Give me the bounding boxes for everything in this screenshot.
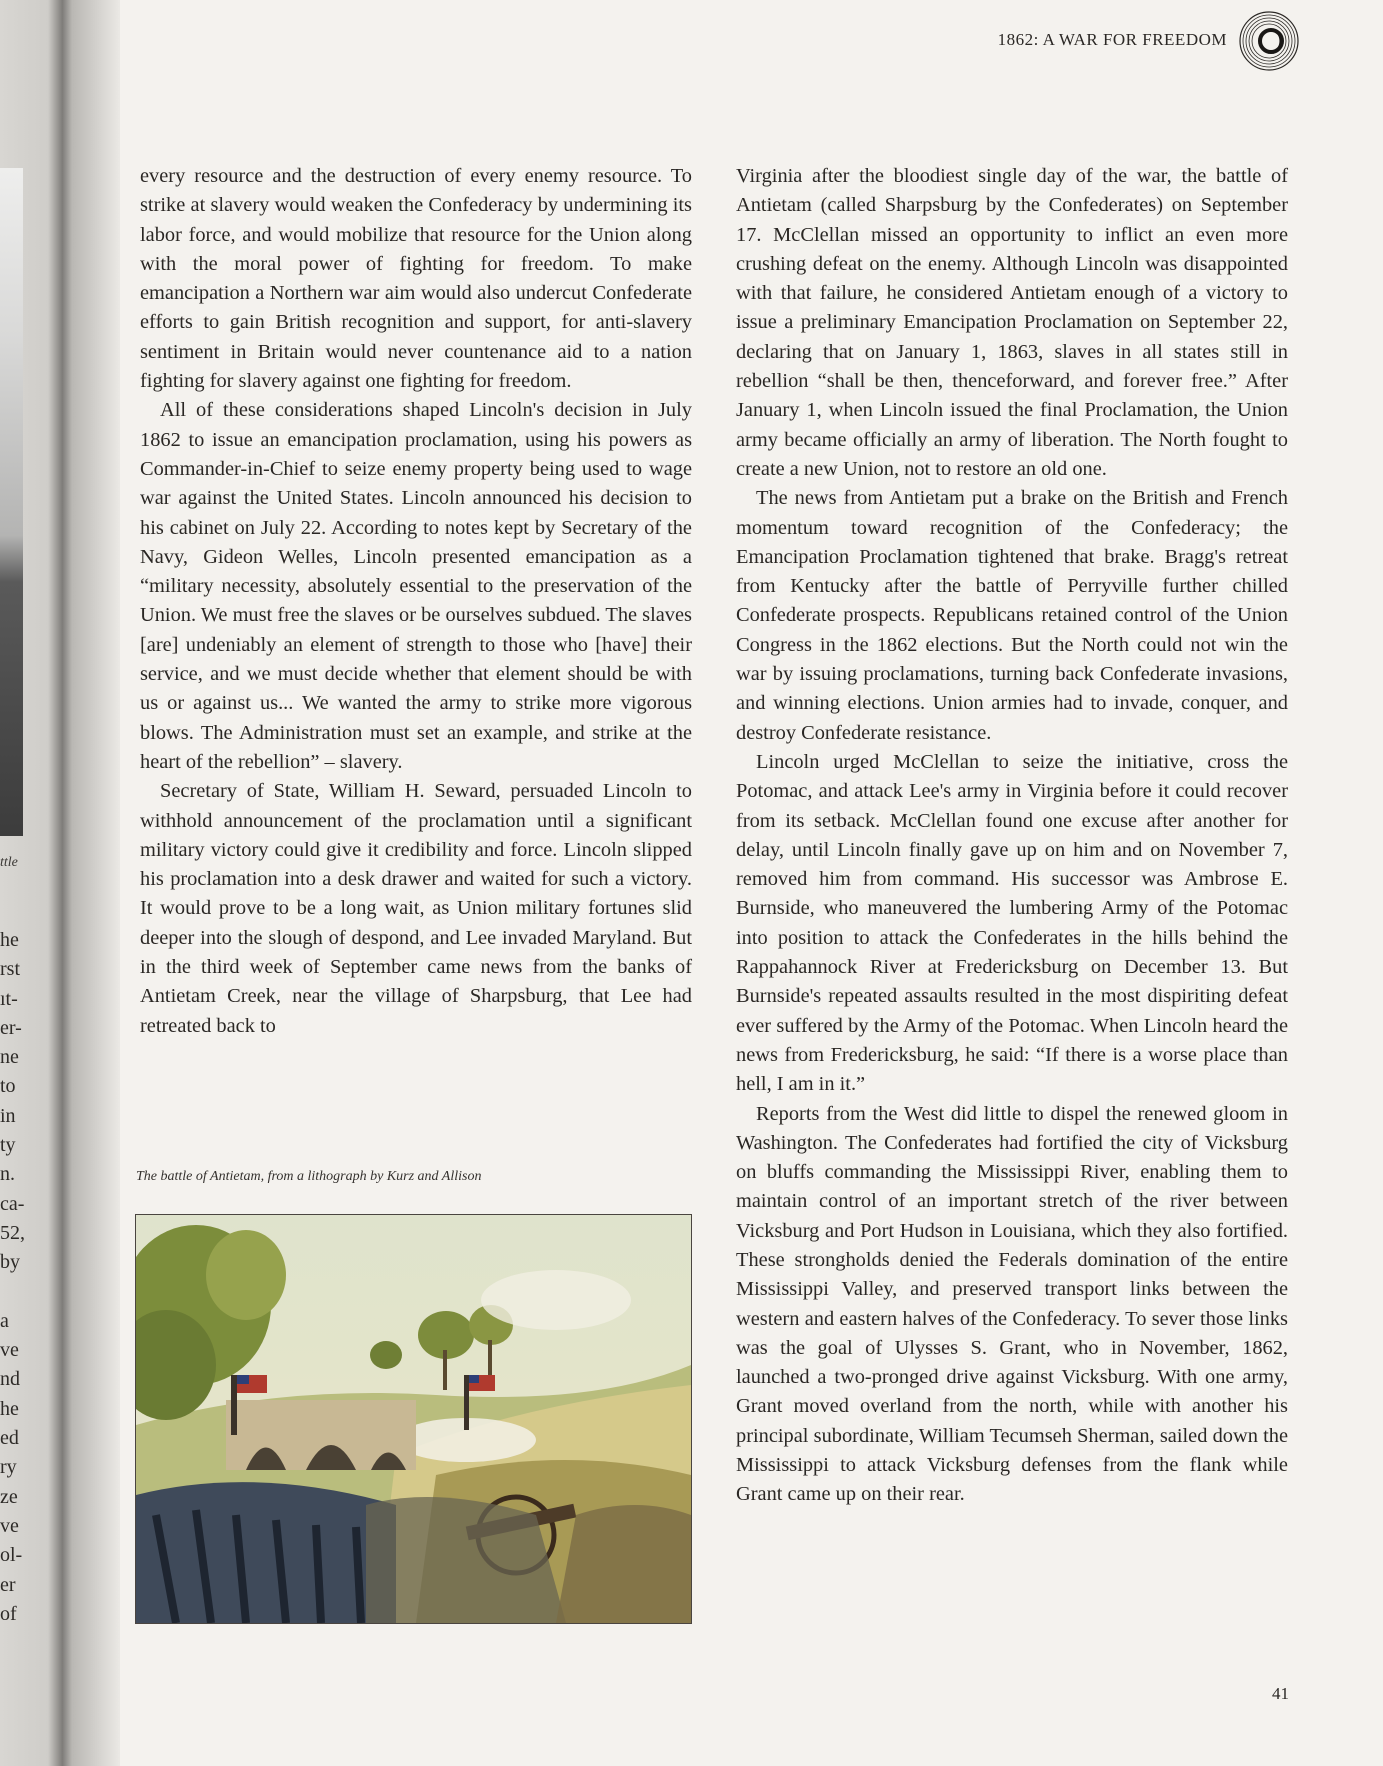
- line-fragment: to: [0, 1075, 16, 1098]
- paragraph: Secretary of State, William H. Seward, persuaded Lincoln to withhold announcement of the proclamation until a significant military victory could give it credibility and force. Lincoln slipped his proclamation into a desk drawer and waited for such a victory. It would prove to be a long wait, as Union military fortunes slid deeper into the slough of despond, and Lee invaded Maryland. But in the third week of September came news from the banks of Antietam Creek, near the village of Sharpsburg, that Lee had retreated back to: [140, 780, 692, 1037]
- left-text-column: [140, 162, 692, 1041]
- line-fragment: of: [0, 1602, 17, 1625]
- line-fragment: er: [0, 1573, 16, 1596]
- line-fragment: by: [0, 1251, 20, 1274]
- line-fragment: 52,: [0, 1221, 25, 1244]
- paragraph: Virginia after the bloodiest single day of the war, the battle of Antietam (called Sharpsburg by the Confederates) on September 17. McClellan missed an opportunity to inflict an even more crushing defeat on the enemy. Although Lincoln was disappointed with that failure, he considered Antietam enough of a victory to issue a preliminary Emancipation Proclamation on September 22, declaring that on January 1, 1863, slaves in all states still in rebellion “shall be then, thenceforward, and forever free.” After January 1, when Lincoln issued the final Proclamation, the Union army became officially an army of liberation. The North fought to create a new Union, not to restore an old one.: [736, 165, 1288, 480]
- line-fragment: ca-: [0, 1192, 25, 1215]
- paragraph: every resource and the destruction of every enemy resource. To strike at slavery would weaken the Confederacy by undermining its labor force, and would mobilize that resource for the Union along with the moral power of fighting for freedom. To make emancipation a Northern war aim would also undercut Confederate efforts to gain British recognition and support, for anti-slavery sentiment in Britain would never countenance aid to a nation fighting for slavery against one fighting for freedom.: [140, 165, 692, 393]
- antietam-lithograph: [135, 1214, 692, 1624]
- line-fragment: ed: [0, 1427, 19, 1450]
- paragraph: All of these considerations shaped Lincoln's decision in July 1862 to issue an emancipation proclamation, using his powers as Commander-in-Chief to seize enemy property being used to wage war against the United States. Lincoln announced his decision to his cabinet on July 22. According to notes kept by Secretary of the Navy, Gideon Welles, Lincoln presented emancipation as a “military necessity, absolutely essential to the preservation of the Union. We must free the slaves or be ourselves subdued. The slaves [are] undeniably an element of strength to those who [have] their service, and we must decide whether that element should be with us or against us... We wanted the army to strike more vigorous blows. The Administration must set an example, and strike at the heart of the rebellion” – slavery.: [140, 399, 692, 773]
- right-text-column: [736, 162, 1288, 1510]
- previous-page-text-fragments: [0, 926, 40, 1629]
- page-number: 41: [1272, 1684, 1289, 1703]
- line-fragment: ne: [0, 1046, 19, 1069]
- line-fragment: in: [0, 1104, 16, 1127]
- line-fragment: ve: [0, 1514, 19, 1537]
- line-fragment: he: [0, 929, 19, 951]
- line-fragment: n.: [0, 1163, 15, 1186]
- line-fragment: a: [0, 1309, 9, 1332]
- running-header: 1862: A WAR FOR FREEDOM: [997, 30, 1227, 49]
- figure-caption: The battle of Antietam, from a lithograph by Kurz and Allison: [136, 1169, 482, 1184]
- paragraph: Lincoln urged McClellan to seize the initiative, cross the Potomac, and attack Lee's army in Virginia before it could recover from its setback. McClellan found one excuse after another for delay, until Lincoln finally gave up on him and on November 7, removed him from command. His successor was Ambrose E. Burnside, who maneuvered the lumbering Army of the Potomac into position to attack the Confederates in the hills behind the Rappahannock River at Fredericksburg on December 13. But Burnside's repeated assaults resulted in the most dispiriting defeat ever suffered by the Army of the Potomac. When Lincoln heard the news from Fredericksburg, he said: “If there is a worse place than hell, I am in it.”: [736, 750, 1288, 1096]
- line-fragment: rst: [0, 958, 20, 981]
- paragraph: The news from Antietam put a brake on the British and French momentum toward recognition of the Confederacy; the Emancipation Proclamation tightened that brake. Bragg's retreat from Kentucky after the battle of Perryville further chilled Confederate prospects. Republicans retained control of the Union Congress in the 1862 elections. But the North could not win the war by issuing proclamations, turning back Confederate invasions, and winning elections. Union armies had to invade, conquer, and destroy Confederate resistance.: [736, 487, 1288, 744]
- line-fragment: nd: [0, 1368, 20, 1391]
- line-fragment: ze: [0, 1485, 18, 1508]
- line-fragment: er-: [0, 1016, 22, 1039]
- line-fragment: [0, 1278, 40, 1307]
- line-fragment: he: [0, 1397, 19, 1420]
- circular-seal-icon: [1238, 10, 1300, 72]
- line-fragment: ol-: [0, 1544, 23, 1567]
- line-fragment: ry: [0, 1456, 17, 1479]
- line-fragment: ty: [0, 1134, 16, 1157]
- line-fragment: ıt-: [0, 987, 18, 1010]
- previous-page-photo-edge: [0, 168, 23, 836]
- line-fragment: ve: [0, 1339, 19, 1362]
- previous-page-caption-fragment: ttle: [0, 855, 18, 870]
- paragraph: Reports from the West did little to dispel the renewed gloom in Washington. The Confederates had fortified the city of Vicksburg on bluffs commanding the Mississippi River, enabling them to maintain control of an important stretch of the river between Vicksburg and Port Hudson in Louisiana, which they also fortified. These strongholds denied the Federals domination of the entire Mississippi Valley, and preserved transport links between the western and eastern halves of the Confederacy. To sever those links was the goal of Ulysses S. Grant, who in November, 1862, launched a two-pronged drive against Vicksburg. With one army, Grant moved overland from the north, while with another his principal subordinate, William Tecumseh Sherman, sailed down the Mississippi to attack Vicksburg defenses from the flank while Grant came up on their rear.: [736, 1102, 1288, 1506]
